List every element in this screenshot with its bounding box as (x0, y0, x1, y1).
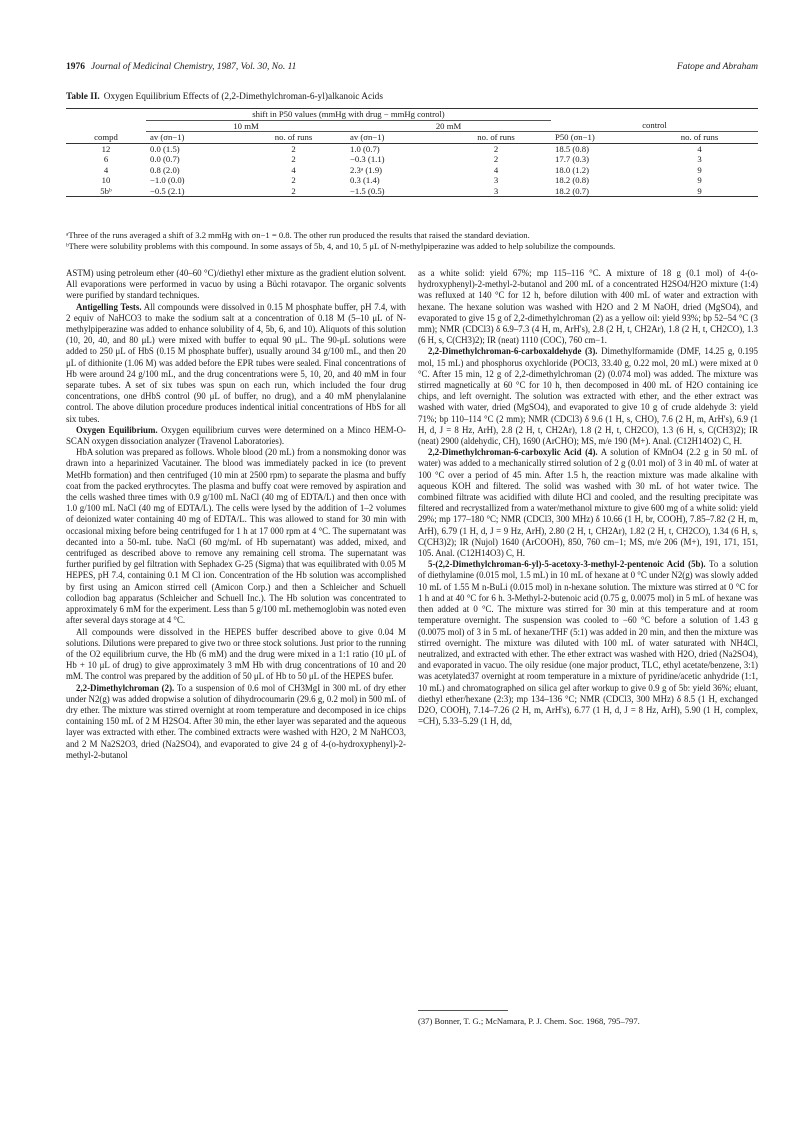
cell-runs-20: 3 (493, 175, 499, 185)
table-header-compd: compd (66, 132, 146, 144)
table-row (66, 165, 758, 176)
paragraph: 2,2-Dimethylchroman-6-carboxylic Acid (4). A solution of KMnO4 (2.2 g in 50 mL of water) was added to a mechanically stirred solution of 2 g (0.01 mol) of 3 in 40 mL of water at 100 °C over a period of 45 min. After 1.5 h, the reaction mixture was made alkaline with aqueous KOH and filtered. The solid was washed with 30 mL of hot water twice. The combined filtrate was acidified with dilute HCl and cooled, and the resulting precipitate was filtered and recrystallized from a water/methanol mixture to give 600 mg of a white solid: yield 29%; mp 177–180 °C; NMR (CDCl3, 300 MHz) δ 10.66 (1 H, br, COOH), 7.85–7.82 (2 H, m, ArH), 6.79 (1 H, d, J = 9 Hz, ArH), 2.80 (2 H, t, CH2Ar), 1.82 (2 H, t, CH2CO), 1.34 (6 H, s, C(CH3)2); IR (Nujol) 1640 (ArCOOH), 850, 760 cm−1; MS, m/e 206 (M+), 191, 171, 151, 105. Anal. (C12H14O3) C, H. (418, 447, 758, 559)
table-header-runs-10: no. of runs (241, 132, 346, 144)
cell-av-20: 2.3ᵃ (1.9) (350, 164, 383, 175)
cell-runs-control: 9 (641, 186, 758, 197)
cell-runs-control: 3 (697, 154, 702, 164)
paragraph: Antigelling Tests. All compounds were dissolved in 0.15 M phosphate buffer, pH 7.4, with 2 equiv of NaHCO3 to make the sodium salt at a concentration of 0.18 M (5–10 μL of N-methylpiperazine was added to enhance solubility of 4, 5b, 6, and 10). Aliquots of this solution (10, 20, 40, and 80 μL) were mixed with buffer to equal 90 μL. The 90-μL solutions were added to 250 μL of HbS (0.15 M phosphate buffer), usually around 34 g/100 mL, and then 20 μL of dithionite (1.06 M) was added before the EPR tubes were sealed. Final concentrations of Hb were around 24 g/100 mL, and the drug concentrations were 5, 10, 20, and 40 mM in four separate tubes. A set of six tubes was spun on each run, which included the four drug concentrations, one dHbS control (90 μL of buffer, no drug), and a 40 mM phenylalanine control. The above dilution procedure produces indentical initial concentrations of HbS for all six tubes. (66, 301, 406, 424)
cell-runs-control: 4 (697, 143, 702, 154)
cell-av-10: −1.0 (0.0) (150, 175, 185, 185)
cell-p50: 17.7 (0.3) (555, 154, 590, 164)
cell-runs-10: 2 (291, 154, 296, 164)
cell-compd: 12 (101, 143, 111, 154)
table-footnote-a: ᵃThree of the runs averaged a shift of 3.2 mmHg with σn−1 = 0.8. The other run produced the results that raised the standard deviation. (66, 230, 530, 240)
section-heading: Antigelling Tests. (76, 301, 142, 312)
cell-runs-10: 2 (241, 186, 346, 197)
cell-p50: 18.2 (0.7) (551, 186, 641, 197)
table-row (66, 154, 758, 165)
table-caption (66, 92, 383, 102)
table-title: Oxygen Equilibrium Effects of (2,2-Dimethylchroman-6-yl)alkanoic Acids (103, 92, 383, 102)
right-column (418, 268, 758, 727)
table-header-runs-20: no. of runs (441, 132, 551, 144)
cell-compd: 6 (103, 154, 109, 164)
cell-av-20: −1.5 (0.5) (346, 186, 441, 197)
cell-av-20: 0.3 (1.4) (350, 175, 380, 185)
section-heading: 2,2-Dimethylchroman (2). (76, 682, 175, 693)
section-heading: 2,2-Dimethylchroman-6-carboxylic Acid (4). (428, 447, 598, 458)
header-authors: Fatope and Abraham (676, 62, 758, 72)
paragraph: ASTM) using petroleum ether (40–60 °C)/diethyl ether mixture as the gradient elution solvent. All evaporations were performed in vacuo by using a Büchi rotavapor. The organic solvents were purified by standard techniques. (66, 268, 406, 301)
cell-p50: 18.2 (0.8) (555, 175, 590, 185)
table-row (66, 143, 758, 154)
cell-p50: 18.0 (1.2) (555, 164, 590, 175)
cell-av-20: −0.3 (1.1) (350, 154, 385, 164)
reference-37: (37) Bonner, T. G.; McNamara, P. J. Chem. Soc. 1968, 795–797. (418, 1016, 640, 1026)
paragraph: as a white solid: yield 67%; mp 115–116 °C. A mixture of 18 g (0.1 mol) of 4-(o-hydroxyphenyl)-2-methyl-2-butanol and 200 mL of a concentrated H2SO4/H2O mixture (1:4) was refluxed at 140 °C for 12 h, before dilution with 400 mL of water and extraction with hexane. The hexane solution was washed with H2O and 2 M NaOH, dried (MgSO4), and evaporated to give 15 g of 2,2-dimethylchroman (2) as a yellow oil: yield 93%; bp 52–54 °C (3 mm); NMR (CDCl3) δ 6.9–7.3 (4 H, m, ArH's), 2.8 (2 H, t, CH2Ar), 1.8 (2 H, t, CH2CO), 1.3 (6 H, s, C(CH3)2); IR (neat) 1110 (COC), 760 cm−1. (418, 268, 758, 346)
paragraph: Oxygen Equilibrium. Oxygen equilibrium curves were determined on a Minco HEM-O-SCAN oxygen dissociation analyzer (Travenol Laboratories). (66, 424, 406, 447)
footnote-divider (418, 1010, 508, 1011)
page-number: 1976 (66, 62, 85, 72)
cell-av-20: 1.0 (0.7) (350, 143, 380, 154)
cell-runs-10: 2 (291, 175, 296, 185)
table-header-10mm: 10 mM (146, 120, 346, 132)
cell-p50: 18.5 (0.8) (555, 143, 590, 154)
running-header (66, 62, 758, 76)
table-header-20mm: 20 mM (346, 120, 551, 132)
cell-compd: 4 (103, 164, 109, 175)
table-header-av-20: av (σn−1) (346, 132, 441, 144)
section-heading: Oxygen Equilibrium. (76, 424, 158, 435)
cell-compd: 10 (101, 175, 111, 185)
cell-av-10: 0.0 (0.7) (150, 154, 180, 164)
table-group-header: shift in P50 values (mmHg with drug − mmHg control) (146, 109, 551, 121)
cell-compd: 5bᵇ (66, 186, 146, 197)
journal-citation: Journal of Medicinal Chemistry, 1987, Vol. 30, No. 11 (91, 62, 297, 72)
left-column (66, 268, 406, 761)
table-footnote-b: ᵇThere were solubility problems with this compound. In some assays of 5b, 4, and 10, 5 μL of N-methylpiperazine was added to help solubilize the compounds. (66, 241, 616, 251)
cell-av-10: 0.8 (2.0) (150, 164, 180, 175)
table-label: Table II. (66, 92, 100, 102)
paragraph: 2,2-Dimethylchroman-6-carboxaldehyde (3). Dimethylformamide (DMF, 14.25 g, 0.195 mol, 15 mL) and phosphorus oxychloride (POCl3, 33.40 g, 0.22 mol, 20 mL) were mixed at 0 °C. After 15 min, 12 g of 2,2-dimethylchroman (2) (0.074 mol) was added. The mixture was stirred magnetically at 60 °C for 10 h, then decomposed in 400 mL of H2O containing ice chips, and left overnight. The solution was extracted with ether, and the ether extract was washed with water, dried (MgSO4), and evaporated to give 10 g of crude aldehyde 3: yield 71%; bp 110–114 °C (2 mm); NMR (CDCl3) δ 9.6 (1 H, s, CHO), 7.6 (2 H, m, ArH's), 6.9 (1 H, d, J = 8 Hz, ArH), 2.8 (2 H, t, CH2Ar), 1.8 (2 H, t, CH2CO), 1.3 (6 H, s, C(CH3)2); IR (neat) 2900 (aldehydic, CH), 1690 (ArCHO); MS, m/e 190 (M+). Anal. (C12H14O2) C, H. (418, 346, 758, 447)
table-row (66, 186, 758, 197)
cell-runs-20: 2 (493, 143, 499, 154)
oxygen-equilibrium-table (66, 108, 758, 197)
cell-runs-10: 4 (291, 164, 296, 175)
table-header-control: control (551, 120, 758, 132)
paragraph: 5-(2,2-Dimethylchroman-6-yl)-5-acetoxy-3-methyl-2-pentenoic Acid (5b). To a solution of diethylamine (0.015 mol, 1.5 mL) in 10 mL of hexane at 0 °C under N2(g) was slowly added 10 mL of 1.55 M n-BuLi (0.015 mol) in n-hexane solution. The mixture was stirred at 0 °C for 1 h and at 40 °C for 6 h. 3-Methyl-2-butenoic acid (0.75 g, 0.0075 mol) in 5 mL of hexane was then added at 0 °C. The mixture was stirred for 30 min at this temperature and at room temperature overnight. The suspension was cooled to −60 °C before a solution of 1.43 g (0.0075 mol) of 3 in 5 mL of hexane/THF (5:1) was added in 20 min, and then the mixture was stirred overnight. The mixture was diluted with 100 mL of water saturated with NH4Cl, neutralized, and extracted with ether. The ether extract was washed with H2O, dried (Na2SO4), and evaporated in vacuo. The oily residue (one major product, TLC, ethyl acetate/benzene, 3:1) was acetylated37 overnight at room temperature in a mixture of pyridine/acetic anhydride (1:1, 10 mL) and chromatographed on silica gel after workup to give 0.9 g of 5b: yield 36%; eluant, diethyl ether/hexane (2:3); mp 134–136 °C; NMR (CDCl3, 300 MHz) δ 8.5 (1 H, exchanged D2O, COOH), 7.14–7.26 (2 H, m, ArH's), 6.77 (1 H, d, J = 8 Hz, ArH), 5.90 (1 H, complex, =CH), 5.33–5.29 (1 H, dd, (418, 559, 759, 727)
cell-runs-20: 4 (493, 164, 499, 175)
paragraph: HbA solution was prepared as follows. Whole blood (20 mL) from a nonsmoking donor was drawn into a heparinized Vacutainer. The blood was immediately packed in ice (to prevent MetHb formation) and then centrifuged (10 min at 2500 rpm) to separate the plasma and buffy coat from the packed erythrocytes. The plasma and buffy coat were removed by aspiration and the cells washed three times with 0.9 g/100 mL NaCl (40 mg of EDTA/L) and then once with 1.0 g/100 mL NaCl (40 mg of EDTA/L). The cells were lysed by the addition of 1–2 volumes of deionized water containing 40 mg of EDTA/L. This was allowed to stand for 30 min with occasional mixing before being centrifuged for 1 h at 17 000 rpm at 4 °C. The supernatant was decanted into a 50-mL tube. NaCl (60 mg/mL of Hb supernatant) was added, mixed, and centrifuged as described above to remove any remaining cell stroma. The supernatant was further purified by gel filtration with Sephadex G-25 (Sigma) that was equilibrated with 0.05 M HEPES, pH 7.4, containing 0.1 M Cl ion. Concentration of the Hb solution was accomplished by first using an Amicon stirred cell (Amicon Corp.) and then a Schleicher and Schuell collodion bag apparatus (Schleicher and Schuell Inc.). The Hb solution was concentrated to approximately 6 mM for the experiment. Less than 5 g/100 mL methemoglobin was noted even after several days storage at 4 °C. (66, 447, 406, 626)
cell-runs-10: 2 (291, 143, 296, 154)
table-header-runs-control: no. of runs (641, 132, 758, 144)
cell-runs-control: 9 (697, 175, 702, 185)
table-row (66, 175, 758, 186)
table-header-av-10: av (σn−1) (146, 132, 241, 144)
paragraph: 2,2-Dimethylchroman (2). To a suspension of 0.6 mol of CH3MgI in 300 mL of dry ether under N2(g) was added dropwise a solution of dihydrocoumarin (29.6 g, 0.2 mol) in 500 mL of dry ether. The mixture was stirred overnight at room temperature and decomposed in ice chips containing 150 mL of 2 M H2SO4. After 30 min, the ether layer was separated and the aqueous layer was extracted with ether. The combined extracts were washed with H2O, 2 M NaHCO3, and 2 M Na2S2O3, dried (Na2SO4), and evaporated to give 24 g of 4-(o-hydroxyphenyl)-2-methyl-2-butanol (66, 682, 406, 760)
cell-runs-20: 2 (493, 154, 499, 164)
cell-av-10: −0.5 (2.1) (146, 186, 241, 197)
section-heading: 2,2-Dimethylchroman-6-carboxaldehyde (3). (428, 346, 598, 357)
paragraph: All compounds were dissolved in the HEPES buffer described above to give 0.04 M solutions. Dilutions were prepared to give two or three stock solutions. Just prior to the running of the O2 equilibrium curve, the Hb (6 mM) and the drug were mixed in a 1:1 ratio (10 μL of Hb + 10 μL of drug) to give approximately 3 mM Hb with drug concentrations of 10 and 20 mM. The control was prepared by the addition of 50 μL of Hb to 50 μL of the HEPES bufer. (66, 626, 406, 682)
cell-av-10: 0.0 (1.5) (150, 143, 180, 154)
cell-runs-control: 9 (697, 164, 702, 175)
cell-runs-20: 3 (441, 186, 551, 197)
table-header-p50: P50 (σn−1) (551, 132, 641, 144)
section-heading: 5-(2,2-Dimethylchroman-6-yl)-5-acetoxy-3-methyl-2-pentenoic Acid (5b). (428, 559, 706, 570)
